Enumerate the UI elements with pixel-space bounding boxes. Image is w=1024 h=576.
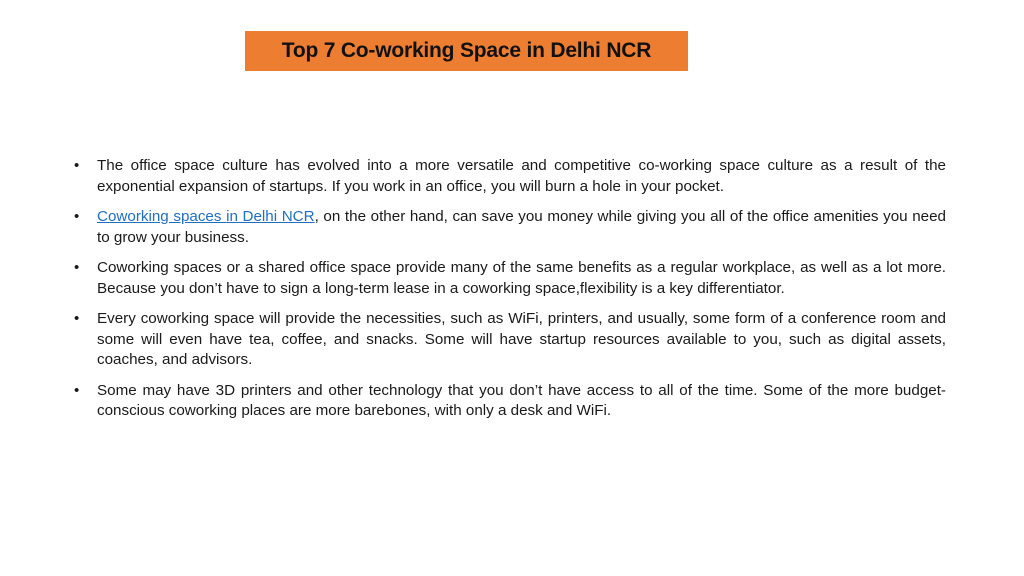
coworking-delhi-link[interactable]: Coworking spaces in Delhi NCR xyxy=(97,208,315,225)
bullet-item xyxy=(74,309,946,371)
bullet-list xyxy=(74,156,946,432)
bullet-dot: • xyxy=(74,157,80,174)
slide-title: Top 7 Co-working Space in Delhi NCR xyxy=(281,39,652,62)
bullet-dot: • xyxy=(74,310,80,327)
bullet-dot: • xyxy=(74,259,80,276)
bullet-item xyxy=(74,207,946,248)
bullet-text: Every coworking space will provide the necessities, such as WiFi, printers, and usually, some form of a conference room and some will even have tea, coffee, and snacks. Some will have startup resources available to you, such as digital assets, coaches, and advisors. xyxy=(97,310,946,368)
bullet-item xyxy=(74,258,946,299)
bullet-text: , on the other hand, can save you money while giving you all of the office amenities you need to grow your business. xyxy=(97,208,946,246)
bullet-dot: • xyxy=(74,381,80,399)
bullet-dot: • xyxy=(74,208,80,225)
bullet-text: Some may have 3D printers and other technology that you don’t have access to all of the time. Some of the more budget-conscious coworking places are more barebones, with only a desk and WiFi. xyxy=(97,381,946,419)
bullet-text: Coworking spaces or a shared office space provide many of the same benefits as a regular workplace, as well as a lot more. Because you don’t have to sign a long-term lease in a coworking space,flexibility is a key differentiator. xyxy=(97,259,946,297)
bullet-item xyxy=(74,156,946,197)
title-banner xyxy=(245,31,688,71)
bullet-text: The office space culture has evolved into a more versatile and competitive co-working space culture as a result of the exponential expansion of startups. If you work in an office, you will burn a hole in your pocket. xyxy=(97,157,946,195)
bullet-item xyxy=(74,381,946,422)
